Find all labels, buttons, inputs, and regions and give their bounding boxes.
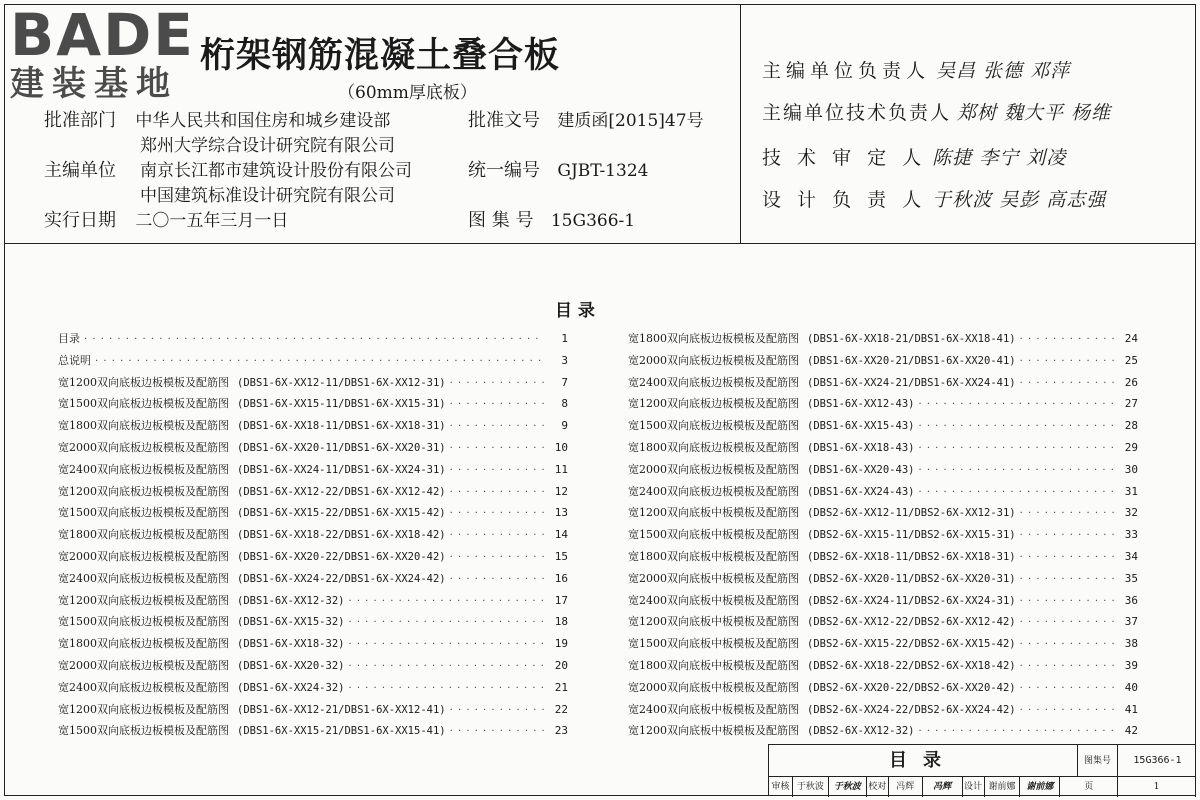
toc-entry	[58, 548, 568, 570]
toc-leader-dots	[450, 726, 544, 737]
toc-leader-dots	[1020, 574, 1114, 585]
atlas-no-row	[468, 206, 635, 232]
toc-entry-code: (DBS1-6X-XX15-21/DBS1-6X-XX15-41)	[237, 725, 446, 738]
toc-entry-page: 19	[554, 637, 568, 651]
toc-entry-title: 宽1800双向底板边板模板及配筋图	[58, 528, 229, 542]
toc-entry-page: 40	[1124, 680, 1138, 694]
toc-entry-page: 1	[561, 332, 568, 345]
toc-entry	[58, 701, 568, 723]
toc-entry	[58, 439, 568, 461]
toc-leader-dots	[450, 705, 544, 716]
title-block-atlas-label: 图集号	[1078, 745, 1118, 777]
toc-leader-dots	[1020, 683, 1114, 694]
toc-entry-title: 宽1800双向底板中板模板及配筋图	[628, 658, 799, 672]
toc-entry	[628, 679, 1138, 701]
chief-unit-1: 郑州大学综合设计研究院有限公司	[140, 136, 395, 156]
unified-no-value: GJBT-1324	[557, 161, 649, 181]
toc-entry-title: 目录	[58, 332, 80, 345]
toc-leader-dots	[1020, 378, 1114, 389]
toc-entry	[58, 461, 568, 483]
toc-entry-code: (DBS1-6X-XX15-43)	[807, 420, 915, 433]
toc-entry	[628, 439, 1138, 461]
watermark-tagline: 建装基地	[10, 64, 178, 104]
chief-unit-label: 主编单位	[44, 160, 116, 181]
responsible-label: 主编单位技术负责人	[762, 102, 952, 124]
toc-entry-code: (DBS1-6X-XX18-43)	[807, 441, 915, 454]
toc-leader-dots	[450, 487, 544, 498]
approval-no-value: 建质函[2015]47号	[557, 111, 704, 131]
toc-entry	[628, 570, 1138, 592]
toc-entry-page: 11	[554, 462, 568, 476]
toc-entry-code: (DBS1-6X-XX12-32)	[237, 594, 345, 607]
toc-entry	[628, 417, 1138, 439]
toc-entry	[628, 483, 1138, 505]
toc-entry-page: 12	[554, 484, 568, 498]
toc-entry-code: (DBS1-6X-XX15-22/DBS1-6X-XX15-42)	[237, 507, 446, 520]
toc-leader-dots	[348, 661, 544, 672]
title-block-top-row	[769, 745, 1196, 777]
toc-entry-title: 宽1200双向底板中板模板及配筋图	[628, 506, 799, 520]
toc-entry	[58, 374, 568, 396]
toc-leader-dots	[1020, 596, 1114, 607]
toc-entry-page: 16	[554, 571, 568, 585]
toc-entry-page: 32	[1124, 506, 1138, 520]
toc-entry-title: 宽1800双向底板边板模板及配筋图	[628, 440, 799, 454]
toc-entry-code: (DBS2-6X-XX12-32)	[807, 725, 915, 738]
toc-left-column	[58, 330, 568, 744]
toc-entry-code: (DBS2-6X-XX24-11/DBS2-6X-XX24-31)	[807, 594, 1016, 607]
document-subtitle: （60mm厚底板）	[338, 83, 477, 103]
toc-entry-code: (DBS2-6X-XX18-11/DBS2-6X-XX18-31)	[807, 550, 1016, 563]
toc-entry-page: 8	[561, 397, 568, 411]
toc-entry	[628, 352, 1138, 374]
toc-entry-title: 宽1800双向底板中板模板及配筋图	[628, 549, 799, 563]
toc-entry-page: 33	[1124, 528, 1138, 542]
toc-entry-title: 宽2400双向底板中板模板及配筋图	[628, 593, 799, 607]
title-block-cell: 设计	[963, 777, 985, 797]
effective-date-label: 实行日期	[44, 210, 116, 231]
toc-entry-page: 20	[554, 658, 568, 672]
toc-entry	[58, 635, 568, 657]
title-block-sign-row	[769, 777, 1196, 797]
atlas-no-label: 图 集 号	[468, 210, 534, 231]
toc-entry-code: (DBS1-6X-XX18-11/DBS1-6X-XX18-31)	[237, 420, 446, 433]
toc-entry-page: 28	[1124, 419, 1138, 433]
toc-leader-dots	[450, 552, 544, 563]
toc-entry-page: 17	[554, 593, 568, 607]
effective-date-value: 二〇一五年三月一日	[135, 211, 289, 231]
document-title: 桁架钢筋混凝土叠合板	[200, 35, 561, 76]
toc-leader-dots	[1020, 530, 1114, 541]
unified-no-row	[468, 156, 648, 182]
toc-entry-code: (DBS1-6X-XX12-21/DBS1-6X-XX12-41)	[237, 703, 446, 716]
toc-entry-page: 30	[1124, 462, 1138, 476]
toc-entry-title: 宽1200双向底板中板模板及配筋图	[628, 615, 799, 629]
watermark-brand: BADE	[10, 1, 195, 69]
title-block-cell: 冯辉	[889, 777, 923, 797]
atlas-no-value: 15G366-1	[550, 211, 636, 231]
toc-entry-code: (DBS1-6X-XX20-11/DBS1-6X-XX20-31)	[237, 441, 446, 454]
toc-entry-title: 宽2000双向底板边板模板及配筋图	[58, 658, 229, 672]
toc-entry-code: (DBS2-6X-XX18-22/DBS2-6X-XX18-42)	[807, 659, 1016, 672]
toc-entry-title: 宽2400双向底板边板模板及配筋图	[58, 680, 229, 694]
toc-entry-page: 24	[1124, 332, 1138, 345]
toc-entry	[58, 722, 568, 744]
toc-leader-dots	[918, 421, 1114, 432]
toc-entry-page: 15	[554, 549, 568, 563]
responsible-row	[762, 185, 1106, 212]
toc-entry-page: 31	[1124, 484, 1138, 498]
signature: 于秋波 吴彭 高志强	[932, 189, 1107, 211]
approval-dept-row	[44, 106, 390, 132]
title-block-cell: 校对	[867, 777, 889, 797]
title-block-cell: 谢前娜	[1020, 777, 1060, 797]
toc-leader-dots	[84, 334, 544, 345]
toc-entry	[58, 526, 568, 548]
toc-entry-page: 22	[554, 702, 568, 716]
title-block-atlas-value: 15G366-1	[1133, 755, 1182, 766]
responsible-label: 设 计 负 责 人	[762, 189, 927, 211]
toc-entry-code: (DBS2-6X-XX12-22/DBS2-6X-XX12-42)	[807, 616, 1016, 629]
toc-entry-code: (DBS1-6X-XX20-43)	[807, 463, 915, 476]
toc-entry	[58, 592, 568, 614]
toc-entry-code: (DBS1-6X-XX24-43)	[807, 485, 915, 498]
toc-entry-code: (DBS1-6X-XX12-11/DBS1-6X-XX12-31)	[237, 376, 446, 389]
toc-leader-dots	[1020, 661, 1114, 672]
toc-entry	[628, 701, 1138, 723]
toc-entry-page: 38	[1124, 637, 1138, 651]
toc-entry-title: 宽1500双向底板中板模板及配筋图	[628, 528, 799, 542]
toc-entry-page: 18	[554, 615, 568, 629]
toc-leader-dots	[348, 617, 544, 628]
toc-entry-title: 宽1200双向底板边板模板及配筋图	[628, 397, 799, 411]
title-block-cell: 冯辉	[923, 777, 963, 797]
toc-entry-page: 25	[1124, 353, 1138, 367]
title-block-cell: 审核	[769, 777, 793, 797]
chief-unit-3: 中国建筑标准设计研究院有限公司	[140, 186, 395, 206]
title-block-cell: 于秋波	[829, 777, 867, 797]
approval-dept-label: 批准部门	[44, 110, 116, 131]
toc-entry-title: 宽1500双向底板边板模板及配筋图	[58, 397, 229, 411]
toc-leader-dots	[348, 596, 544, 607]
toc-entry-code: (DBS2-6X-XX15-11/DBS2-6X-XX15-31)	[807, 529, 1016, 542]
toc-entry-title: 宽1500双向底板边板模板及配筋图	[628, 419, 799, 433]
signature: 吴昌 张德 邓萍	[936, 60, 1071, 82]
toc-entry-title: 宽1800双向底板边板模板及配筋图	[58, 419, 229, 433]
toc-entry-title: 宽1200双向底板边板模板及配筋图	[58, 484, 229, 498]
toc-entry-code: (DBS1-6X-XX24-11/DBS1-6X-XX24-31)	[237, 463, 446, 476]
approval-no-row	[468, 106, 704, 132]
toc-entry-title: 宽1500双向底板中板模板及配筋图	[628, 637, 799, 651]
toc-entry-code: (DBS2-6X-XX12-11/DBS2-6X-XX12-31)	[807, 507, 1016, 520]
toc-entry	[58, 395, 568, 417]
toc-entry-title: 宽1500双向底板边板模板及配筋图	[58, 615, 229, 629]
toc-entry	[628, 613, 1138, 635]
toc-entry-title: 宽2000双向底板边板模板及配筋图	[58, 549, 229, 563]
toc-leader-dots	[450, 465, 544, 476]
title-block-name: 目录	[769, 745, 1078, 777]
toc-leader-dots	[450, 530, 544, 541]
toc-leader-dots	[1020, 552, 1114, 563]
toc-entry-page: 13	[554, 506, 568, 520]
toc-entry-title: 宽1500双向底板边板模板及配筋图	[58, 506, 229, 520]
effective-date-row	[44, 206, 288, 232]
approval-no-label: 批准文号	[468, 110, 540, 131]
title-block-cell: 1	[1118, 777, 1196, 797]
toc-entry-code: (DBS1-6X-XX24-21/DBS1-6X-XX24-41)	[807, 376, 1016, 389]
toc-leader-dots	[1020, 356, 1114, 367]
toc-entry-code: (DBS1-6X-XX20-22/DBS1-6X-XX20-42)	[237, 550, 446, 563]
toc-entry-page: 34	[1124, 549, 1138, 563]
toc-leader-dots	[348, 683, 544, 694]
toc-entry-title: 总说明	[58, 353, 91, 367]
toc-entry	[628, 374, 1138, 396]
title-block-cell: 于秋波	[793, 777, 829, 797]
responsible-row	[762, 98, 1111, 125]
toc-entry-code: (DBS1-6X-XX24-32)	[237, 681, 345, 694]
toc-entry-title: 宽2000双向底板边板模板及配筋图	[628, 462, 799, 476]
toc-entry-code: (DBS2-6X-XX24-22/DBS2-6X-XX24-42)	[807, 703, 1016, 716]
toc-entry-code: (DBS1-6X-XX12-43)	[807, 398, 915, 411]
toc-entry-page: 27	[1124, 397, 1138, 411]
toc-entry	[628, 395, 1138, 417]
toc-entry-title: 宽1200双向底板边板模板及配筋图	[58, 702, 229, 716]
responsible-row	[762, 143, 1066, 170]
unified-no-label: 统一编号	[468, 160, 540, 181]
toc-entry-title: 宽2000双向底板中板模板及配筋图	[628, 571, 799, 585]
toc-entry-title: 宽2400双向底板边板模板及配筋图	[628, 484, 799, 498]
watermark-logo	[10, 1, 230, 104]
toc-entry	[58, 679, 568, 701]
toc-entry-page: 37	[1124, 615, 1138, 629]
toc-entry-page: 39	[1124, 658, 1138, 672]
responsible-row	[762, 56, 1070, 83]
approval-dept-value: 中华人民共和国住房和城乡建设部	[135, 111, 391, 131]
toc-leader-dots	[918, 465, 1114, 476]
toc-entry-title: 宽2400双向底板边板模板及配筋图	[58, 571, 229, 585]
toc-entry-code: (DBS1-6X-XX15-32)	[237, 616, 345, 629]
toc-leader-dots	[450, 399, 544, 410]
toc-leader-dots	[95, 356, 544, 367]
toc-entry-page: 41	[1124, 702, 1138, 716]
toc-right-column	[628, 330, 1138, 744]
toc-entry-code: (DBS1-6X-XX18-32)	[237, 638, 345, 651]
toc-entry	[628, 657, 1138, 679]
toc-leader-dots	[1020, 617, 1114, 628]
toc-entry-title: 宽1500双向底板边板模板及配筋图	[58, 724, 229, 738]
toc-entry-page: 3	[561, 353, 568, 367]
title-block-cell: 谢前娜	[985, 777, 1021, 797]
toc-entry-title: 宽1800双向底板边板模板及配筋图	[58, 637, 229, 651]
toc-leader-dots	[348, 639, 544, 650]
toc-leader-dots	[450, 443, 544, 454]
toc-entry-page: 42	[1124, 724, 1138, 738]
toc-entry	[58, 657, 568, 679]
toc-entry	[628, 722, 1138, 744]
toc-entry-code: (DBS1-6X-XX20-21/DBS1-6X-XX20-41)	[807, 354, 1016, 367]
toc-leader-dots	[918, 399, 1114, 410]
signature: 郑树 魏大平 杨维	[957, 102, 1112, 124]
toc-entry	[628, 548, 1138, 570]
toc-entry-code: (DBS2-6X-XX15-22/DBS2-6X-XX15-42)	[807, 638, 1016, 651]
toc-entry-code: (DBS1-6X-XX18-22/DBS1-6X-XX18-42)	[237, 529, 446, 542]
toc-entry	[628, 504, 1138, 526]
toc-leader-dots	[918, 487, 1114, 498]
toc-entry	[58, 570, 568, 592]
toc-entry-title: 宽2400双向底板边板模板及配筋图	[58, 462, 229, 476]
toc-entry-code: (DBS1-6X-XX18-21/DBS1-6X-XX18-41)	[807, 333, 1016, 345]
toc-leader-dots	[1020, 334, 1114, 345]
toc-entry	[58, 417, 568, 439]
toc-entry-title: 宽1200双向底板边板模板及配筋图	[58, 593, 229, 607]
responsible-label: 主编单位负责人	[762, 60, 931, 82]
header-vertical-divider	[740, 4, 741, 244]
toc-entry-page: 23	[554, 724, 568, 738]
toc-leader-dots	[450, 574, 544, 585]
toc-entry-title: 宽1800双向底板边板模板及配筋图	[628, 332, 799, 345]
toc-entry	[628, 526, 1138, 548]
toc-entry-page: 14	[554, 528, 568, 542]
toc-leader-dots	[918, 726, 1114, 737]
toc-entry	[58, 613, 568, 635]
toc-entry	[628, 592, 1138, 614]
toc-leader-dots	[918, 443, 1114, 454]
toc-entry	[58, 504, 568, 526]
toc-entry-title: 宽2000双向底板边板模板及配筋图	[58, 440, 229, 454]
title-block	[768, 744, 1196, 796]
toc-entry-code: (DBS2-6X-XX20-22/DBS2-6X-XX20-42)	[807, 681, 1016, 694]
toc-entry-code: (DBS1-6X-XX15-11/DBS1-6X-XX15-31)	[237, 398, 446, 411]
toc-entry-title: 宽1200双向底板中板模板及配筋图	[628, 724, 799, 738]
toc-entry-page: 10	[554, 440, 568, 454]
toc-entry	[58, 483, 568, 505]
toc-entry-code: (DBS1-6X-XX20-32)	[237, 659, 345, 672]
toc-entry	[58, 352, 568, 374]
toc-entry-page: 7	[561, 375, 568, 389]
toc-entry-title: 宽1200双向底板边板模板及配筋图	[58, 375, 229, 389]
toc-entry-page: 21	[554, 680, 568, 694]
toc-heading: 目 录	[555, 301, 595, 321]
toc-entry-page: 36	[1124, 593, 1138, 607]
toc-entry-title: 宽2000双向底板中板模板及配筋图	[628, 680, 799, 694]
toc-entry-code: (DBS1-6X-XX12-22/DBS1-6X-XX12-42)	[237, 485, 446, 498]
toc-leader-dots	[1020, 705, 1114, 716]
signature: 陈捷 李宁 刘凌	[932, 147, 1067, 169]
toc-entry-code: (DBS1-6X-XX24-22/DBS1-6X-XX24-42)	[237, 572, 446, 585]
toc-entry-code: (DBS2-6X-XX20-11/DBS2-6X-XX20-31)	[807, 572, 1016, 585]
chief-unit-2: 南京长江都市建筑设计股份有限公司	[140, 161, 412, 181]
toc-entry-page: 26	[1124, 375, 1138, 389]
toc-entry	[628, 635, 1138, 657]
toc-entry-page: 35	[1124, 571, 1138, 585]
toc-leader-dots	[450, 508, 544, 519]
title-block-cell: 页	[1060, 777, 1118, 797]
toc-leader-dots	[1020, 508, 1114, 519]
toc-entry	[58, 330, 568, 352]
toc-leader-dots	[1020, 639, 1114, 650]
toc-entry	[628, 461, 1138, 483]
toc-entry-page: 29	[1124, 440, 1138, 454]
toc-leader-dots	[450, 421, 544, 432]
responsible-label: 技 术 审 定 人	[762, 147, 927, 169]
header-divider	[4, 243, 1196, 244]
toc-entry	[628, 330, 1138, 352]
toc-entry-title: 宽2400双向底板中板模板及配筋图	[628, 702, 799, 716]
toc-entry-page: 9	[561, 419, 568, 433]
toc-leader-dots	[450, 378, 544, 389]
toc-entry-title: 宽2400双向底板边板模板及配筋图	[628, 375, 799, 389]
toc-entry-title: 宽2000双向底板边板模板及配筋图	[628, 353, 799, 367]
